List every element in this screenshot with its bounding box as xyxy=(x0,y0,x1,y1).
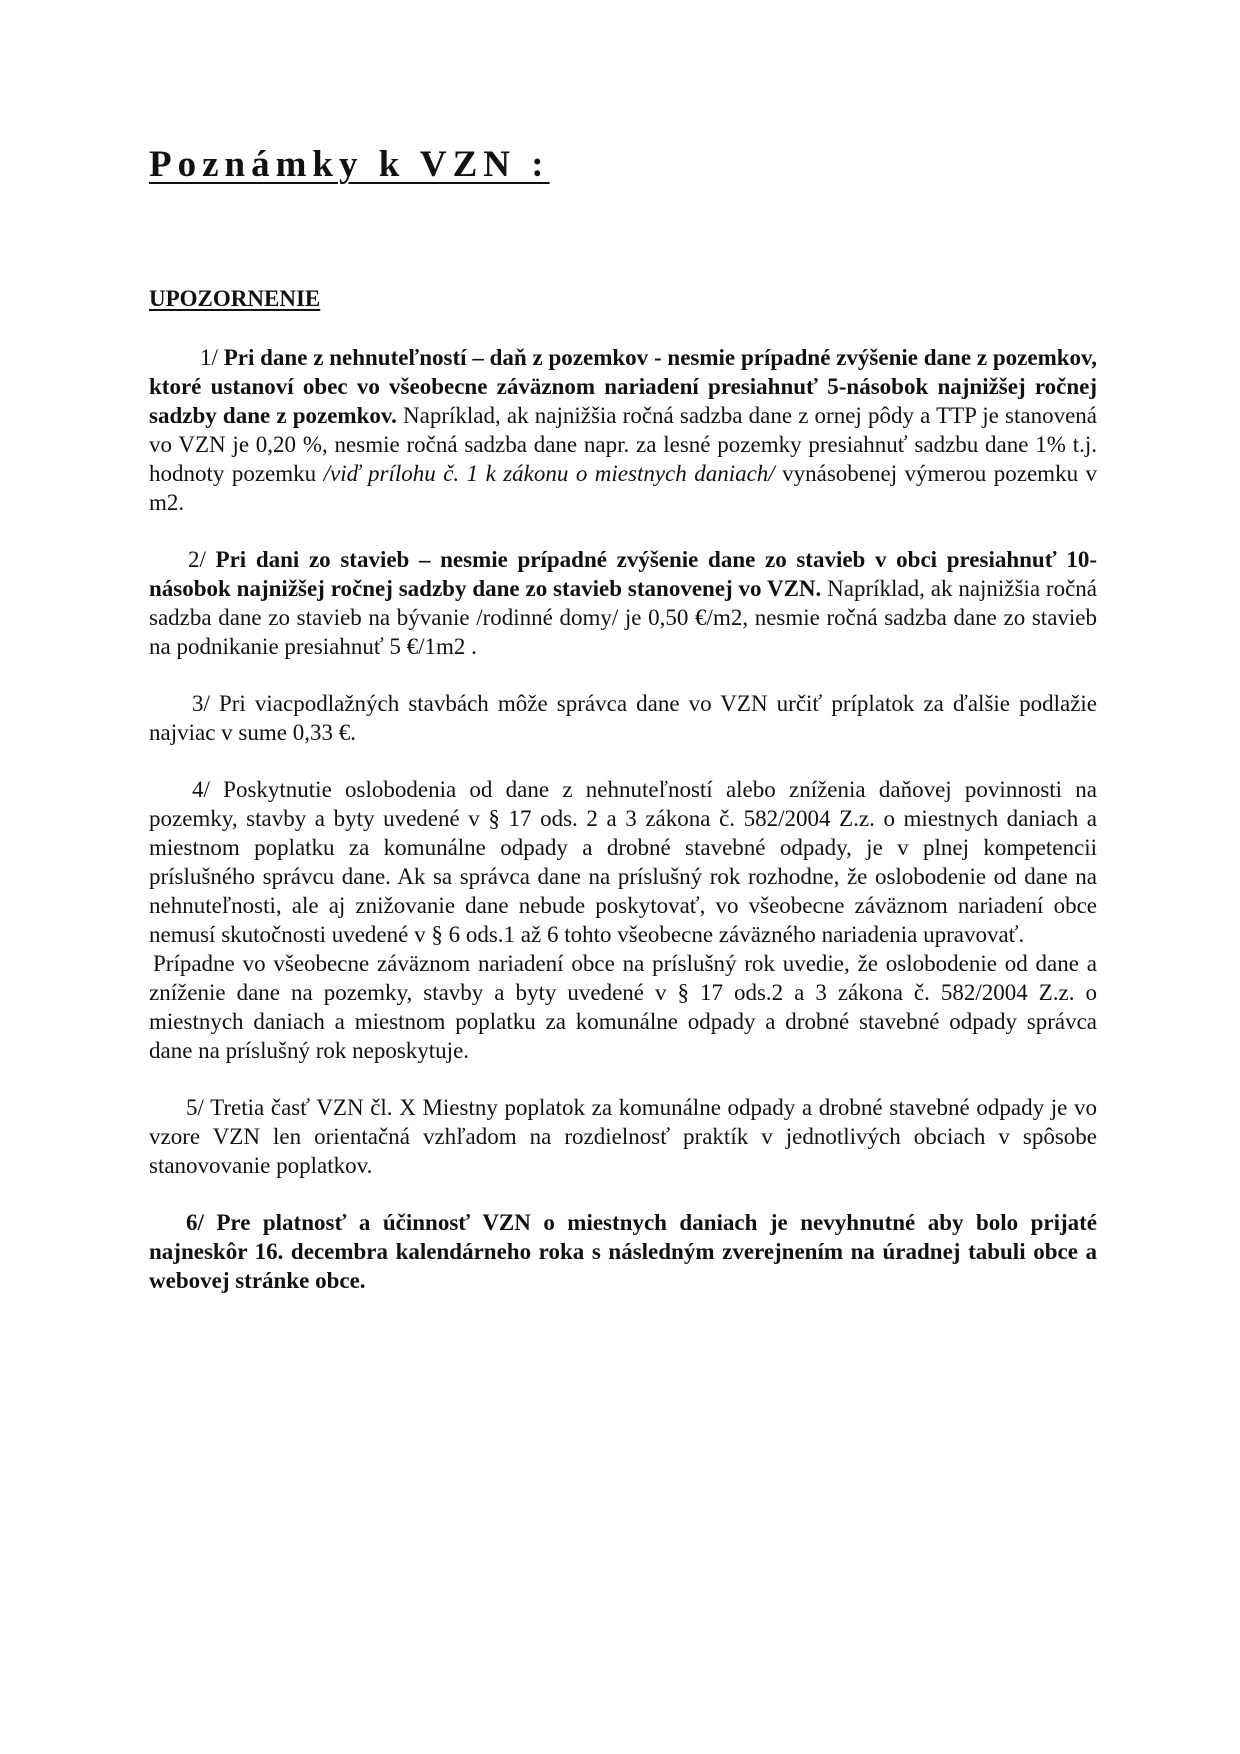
note-1-italic-text: /viď prílohu č. 1 k zákonu o miestnych daniach/ xyxy=(323,461,775,486)
note-1-number: 1/ xyxy=(200,345,218,370)
note-5-text: Tretia časť VZN čl. X Miestny poplatok za komunálne odpady a drobné stavebné odpady je vo vzore VZN len orientačná vzhľadom na rozdielnosť praktík v jednotlivých obciach v spôsobe stanovovanie poplatkov. xyxy=(149,1095,1097,1178)
note-3-text: Pri viacpodlažných stavbách môže správca dane vo VZN určiť príplatok za ďalšie podlažie najviac v sume 0,33 €. xyxy=(149,691,1098,745)
note-1-text: Napríklad, ak najnižšia ročná sadzba dane z ornej pôdy a TTP je stanovená vo VZN je 0,20 %, nesmie ročná sadzba dane napr. za lesné pozemky presiahnuť sadzbu dane 1% t.j. hodnoty pozemku xyxy=(149,403,1097,486)
section-heading: UPOZORNENIE xyxy=(149,286,321,311)
note-2 xyxy=(149,545,1097,661)
note-2-text: Napríklad, ak najnižšia ročná sadzba dane zo stavieb na bývanie /rodinné domy/ je 0,50 €/m2, nesmie ročná sadzba dane zo stavieb na podnikanie presiahnuť 5 €/1m2 . xyxy=(149,576,1098,659)
note-4-text: Poskytnutie oslobodenia od dane z nehnuteľností alebo zníženia daňovej povinnosti na pozemky, stavby a byty uvedené v § 17 ods. 2 a 3 zákona č. 582/2004 Z.z. o miestnych daniach a miestnom poplatku za komunálne odpady a drobné stavebné odpady, je v plnej kompetencii príslušného správcu dane. Ak sa správca dane na príslušný rok rozhodne, že oslobodenie od dane na nehnuteľnosti, ale aj znižovanie dane nebude poskytovať, vo všeobecne záväznom nariadení obce nemusí skutočnosti uvedené v § 6 ods.1 až 6 tohto všeobecne záväzného nariadenia upravovať. xyxy=(149,777,1098,947)
note-5-number: 5/ xyxy=(186,1095,204,1120)
note-4 xyxy=(149,775,1097,1065)
notes-body xyxy=(149,343,1097,1323)
note-4-paragraph xyxy=(149,775,1097,949)
note-3 xyxy=(149,689,1097,747)
note-4-continuation: Prípadne vo všeobecne záväznom nariadení obce na príslušný rok uvedie, že oslobodenie od dane a zníženie dane na pozemky, stavby a byty uvedené v § 17 ods.2 a 3 zákona č. 582/2004 Z.z. o miestnych daniach a miestnom poplatku za komunálne odpady a drobné stavebné odpady správca dane na príslušný rok neposkytuje. xyxy=(149,951,1097,1063)
note-5 xyxy=(149,1093,1097,1180)
note-1 xyxy=(149,343,1097,517)
note-3-number: 3/ xyxy=(192,691,210,716)
document-title: Poznámky k VZN : xyxy=(149,144,550,185)
note-4-number: 4/ xyxy=(192,777,210,802)
note-6 xyxy=(149,1208,1097,1295)
note-2-bold-text: Pri dani zo stavieb – nesmie prípadné zvýšenie dane zo stavieb v obci presiahnuť 10-násobok najnižšej ročnej sadzby dane zo stavieb stanovenej vo VZN. xyxy=(149,547,1098,601)
note-2-number: 2/ xyxy=(188,547,206,572)
note-6-bold-text: Pre platnosť a účinnosť VZN o miestnych daniach je nevyhnutné aby bolo prijaté najneskôr 16. decembra kalendárneho roka s následným zverejnením na úradnej tabuli obce a webovej stránke obce. xyxy=(149,1210,1098,1293)
note-1-bold-text: Pri dane z nehnuteľností – daň z pozemkov - nesmie prípadné zvýšenie dane z pozemkov, ktoré ustanoví obec vo všeobecne záväznom nariadení presiahnuť 5-násobok najnižšej ročnej sadzby dane z pozemkov. xyxy=(149,345,1097,428)
note-6-number: 6/ xyxy=(186,1210,204,1235)
note-1-tail: vynásobenej výmerou pozemku v m2. xyxy=(149,461,1098,515)
